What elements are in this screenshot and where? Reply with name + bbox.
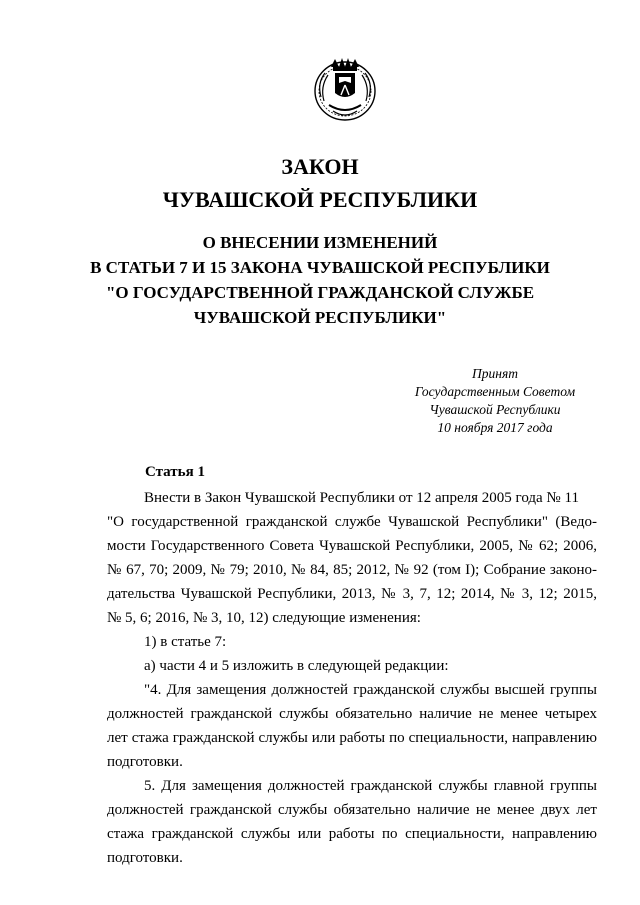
law-title — [0, 150, 640, 216]
adoption-note-line: Чувашской Республики — [429, 402, 561, 417]
body-line: подготовки. — [107, 754, 183, 770]
part-5-paragraph — [107, 774, 597, 870]
adoption-note — [390, 365, 600, 437]
body-line: должностей гражданской службы обязательно наличие не менее двух лет — [107, 802, 597, 818]
body-line: 5. Для замещения должностей гражданской службы главной группы — [144, 778, 597, 794]
law-subtitle-line: "О ГОСУДАРСТВЕННОЙ ГРАЖДАНСКОЙ СЛУЖБЕ — [105, 283, 535, 302]
law-title-line: ЧУВАШСКОЙ РЕСПУБЛИКИ — [162, 187, 478, 212]
body-line: № 67, 70; 2009, № 79; 2010, № 84, 85; 2012, № 92 (том I); Собрание законо- — [107, 562, 597, 578]
body-line: "О государственной гражданской службе Чувашской Республики" (Ведо- — [107, 514, 597, 530]
item-1: 1) в статье 7: — [144, 634, 227, 650]
adoption-note-line: Государственным Советом — [414, 384, 576, 399]
item-a: а) части 4 и 5 изложить в следующей редакции: — [144, 658, 449, 674]
law-subtitle — [0, 230, 640, 330]
body-line: подготовки. — [107, 850, 183, 866]
coat-of-arms-emblem — [311, 53, 379, 123]
article-body — [107, 486, 597, 870]
law-subtitle-line: О ВНЕСЕНИИ ИЗМЕНЕНИЙ — [202, 233, 438, 252]
article-heading: Статья 1 — [145, 464, 205, 480]
body-line: мости Государственного Совета Чувашской Республики, 2005, № 62; 2006, — [107, 538, 597, 554]
law-title-line: ЗАКОН — [281, 154, 359, 179]
body-line: должностей гражданской службы обязательно наличие не менее четырех — [107, 706, 597, 722]
body-line: "4. Для замещения должностей гражданской службы высшей группы — [144, 682, 597, 698]
body-line: стажа гражданской службы или работы по специальности, направлению — [107, 826, 597, 842]
law-subtitle-line: ЧУВАШСКОЙ РЕСПУБЛИКИ" — [193, 308, 447, 327]
intro-paragraph — [107, 486, 597, 630]
body-line: № 5, 6; 2016, № 3, 10, 12) следующие изменения: — [107, 610, 421, 626]
adoption-note-line: 10 ноября 2017 года — [437, 420, 553, 435]
adoption-note-line: Принят — [472, 366, 518, 381]
body-line: лет стажа гражданской службы или работы по специальности, направлению — [107, 730, 597, 746]
part-4-paragraph — [107, 678, 597, 774]
body-line: Внести в Закон Чувашской Республики от 12 апреля 2005 года № 11 — [144, 490, 579, 506]
body-line: дательства Чувашской Республики, 2013, № 3, 7, 12; 2014, № 3, 12; 2015, — [107, 586, 597, 602]
law-subtitle-line: В СТАТЬИ 7 И 15 ЗАКОНА ЧУВАШСКОЙ РЕСПУБЛИКИ — [90, 258, 550, 277]
